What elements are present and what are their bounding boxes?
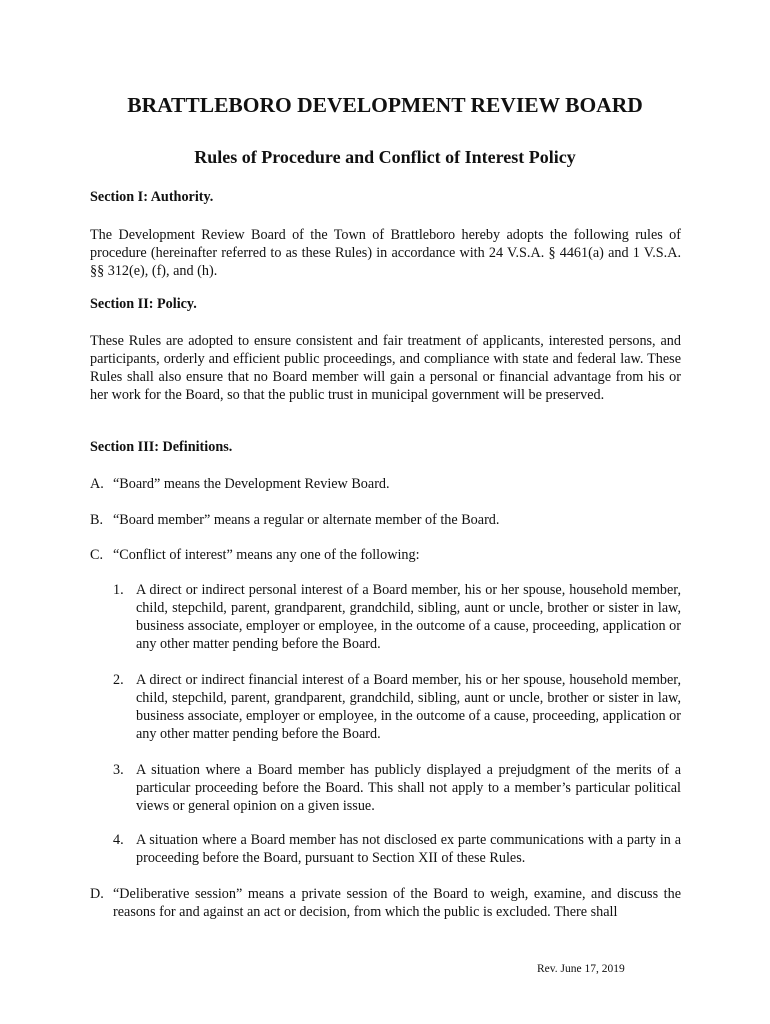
definition-text: “Board member” means a regular or alternate member of the Board. xyxy=(113,512,500,528)
section-1-heading: Section I: Authority. xyxy=(90,189,214,205)
definition-label: C. xyxy=(90,547,104,563)
definition-text: “Conflict of interest” means any one of the following: xyxy=(113,547,420,563)
definition-text: “Deliberative session” means a private session of the Board to weigh, examine, and discuss the reasons for and against an act or decision, from which the public is excluded. There shall xyxy=(113,886,681,920)
conflict-item xyxy=(113,671,681,743)
conflict-item-number: 4. xyxy=(113,832,124,848)
conflict-item-text: A situation where a Board member has publicly displayed a prejudgment of the merits of a particular proceeding before the Board. This shall not apply to a member’s particular political views or general opinion on a given issue. xyxy=(136,762,681,814)
conflict-item-number: 3. xyxy=(113,762,124,778)
definition-label: A. xyxy=(90,476,104,492)
conflict-item-number: 1. xyxy=(113,582,124,598)
conflict-item-text: A direct or indirect financial interest of a Board member, his or her spouse, household member, child, stepchild, parent, grandparent, grandchild, sibling, aunt or uncle, brother or sister in law, business associate, employer or employee, in the outcome of a cause, proceeding, application or any other matter pending before the Board. xyxy=(136,672,681,742)
definition-label: B. xyxy=(90,512,104,528)
document-subtitle: Rules of Procedure and Conflict of Interest Policy xyxy=(194,147,576,167)
definition-item xyxy=(90,475,681,493)
definition-item xyxy=(90,546,681,564)
definition-item xyxy=(90,511,681,529)
conflict-item-text: A situation where a Board member has not disclosed ex parte communications with a party in a proceeding before the Board, pursuant to Section XII of these Rules. xyxy=(136,832,681,866)
conflict-item-number: 2. xyxy=(113,672,124,688)
definition-label: D. xyxy=(90,886,104,902)
conflict-item xyxy=(113,831,681,867)
conflict-item-text: A direct or indirect personal interest of a Board member, his or her spouse, household member, child, stepchild, parent, grandparent, grandchild, sibling, aunt or uncle, brother or sister in law, business associate, employer or employee, in the outcome of a cause, proceeding, application or any other matter pending before the Board. xyxy=(136,582,681,652)
conflict-item xyxy=(113,581,681,653)
definition-text: “Board” means the Development Review Board. xyxy=(113,476,390,492)
conflict-item xyxy=(113,761,681,815)
section-2-heading: Section II: Policy. xyxy=(90,296,197,312)
document-title: BRATTLEBORO DEVELOPMENT REVIEW BOARD xyxy=(127,93,643,117)
section-3-heading: Section III: Definitions. xyxy=(90,439,233,455)
revision-date-footer: Rev. June 17, 2019 xyxy=(537,963,625,975)
definition-item xyxy=(90,885,681,921)
section-1-body: The Development Review Board of the Town of Brattleboro hereby adopts the following rules of procedure (hereinafter referred to as these Rules) in accordance with 24 V.S.A. § 4461(a) and 1 V.S.A. §§ 312(e), (f), and (h). xyxy=(90,227,681,279)
section-2-body: These Rules are adopted to ensure consistent and fair treatment of applicants, interested persons, and participants, orderly and efficient public proceedings, and compliance with state and federal law. These Rules shall also ensure that no Board member will gain a personal or financial advantage from his or her work for the Board, so that the public trust in municipal government will be preserved. xyxy=(90,333,681,403)
